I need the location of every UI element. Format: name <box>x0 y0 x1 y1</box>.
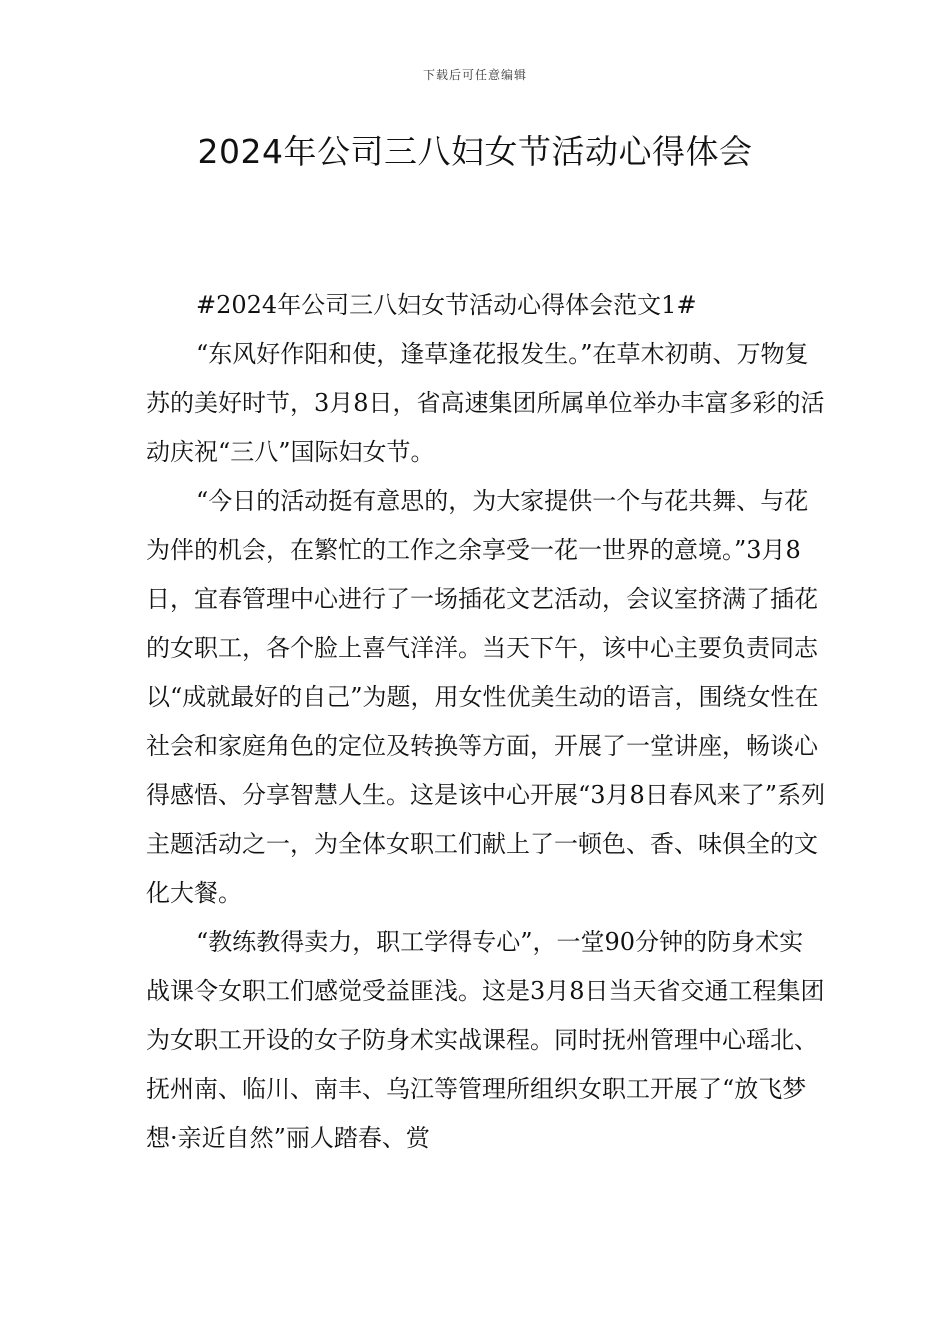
section-heading: #2024年公司三八妇女节活动心得体会范文1# <box>196 291 697 319</box>
paragraph-1: “东风好作阳和使，逢草逢花报发生。”在草木初萌、万物复苏的美好时节，3月8日，省高速集团所属单位举办丰富多彩的活动庆祝“三八”国际妇女节。 <box>146 340 825 466</box>
document-body <box>146 281 826 1163</box>
document-title: 2024年公司三八妇女节活动心得体会 <box>197 132 753 171</box>
paragraph-3: “教练教得卖力，职工学得专心”，一堂90分钟的防身术实战课令女职工们感觉受益匪浅。这是3月8日当天省交通工程集团为女职工开设的女子防身术实战课程。同时抚州管理中心瑶北、抚州南、临川、南丰、乌江等管理所组织女职工开展了“放飞梦想·亲近自然”丽人踏春、赏 <box>146 928 825 1152</box>
header-note: 下载后可任意编辑 <box>422 68 527 82</box>
paragraph-2: “今日的活动挺有意思的，为大家提供一个与花共舞、与花为伴的机会，在繁忙的工作之余享受一花一世界的意境。”3月8日，宜春管理中心进行了一场插花文艺活动，会议室挤满了插花的女职工，各个脸上喜气洋洋。当天下午，该中心主要负责同志以“成就最好的自己”为题，用女性优美生动的语言，围绕女性在社会和家庭角色的定位及转换等方面，开展了一堂讲座，畅谈心得感悟、分享智慧人生。这是该中心开展“3月8日春风来了”系列主题活动之一，为全体女职工们献上了一顿色、香、味俱全的文化大餐。 <box>146 487 826 907</box>
